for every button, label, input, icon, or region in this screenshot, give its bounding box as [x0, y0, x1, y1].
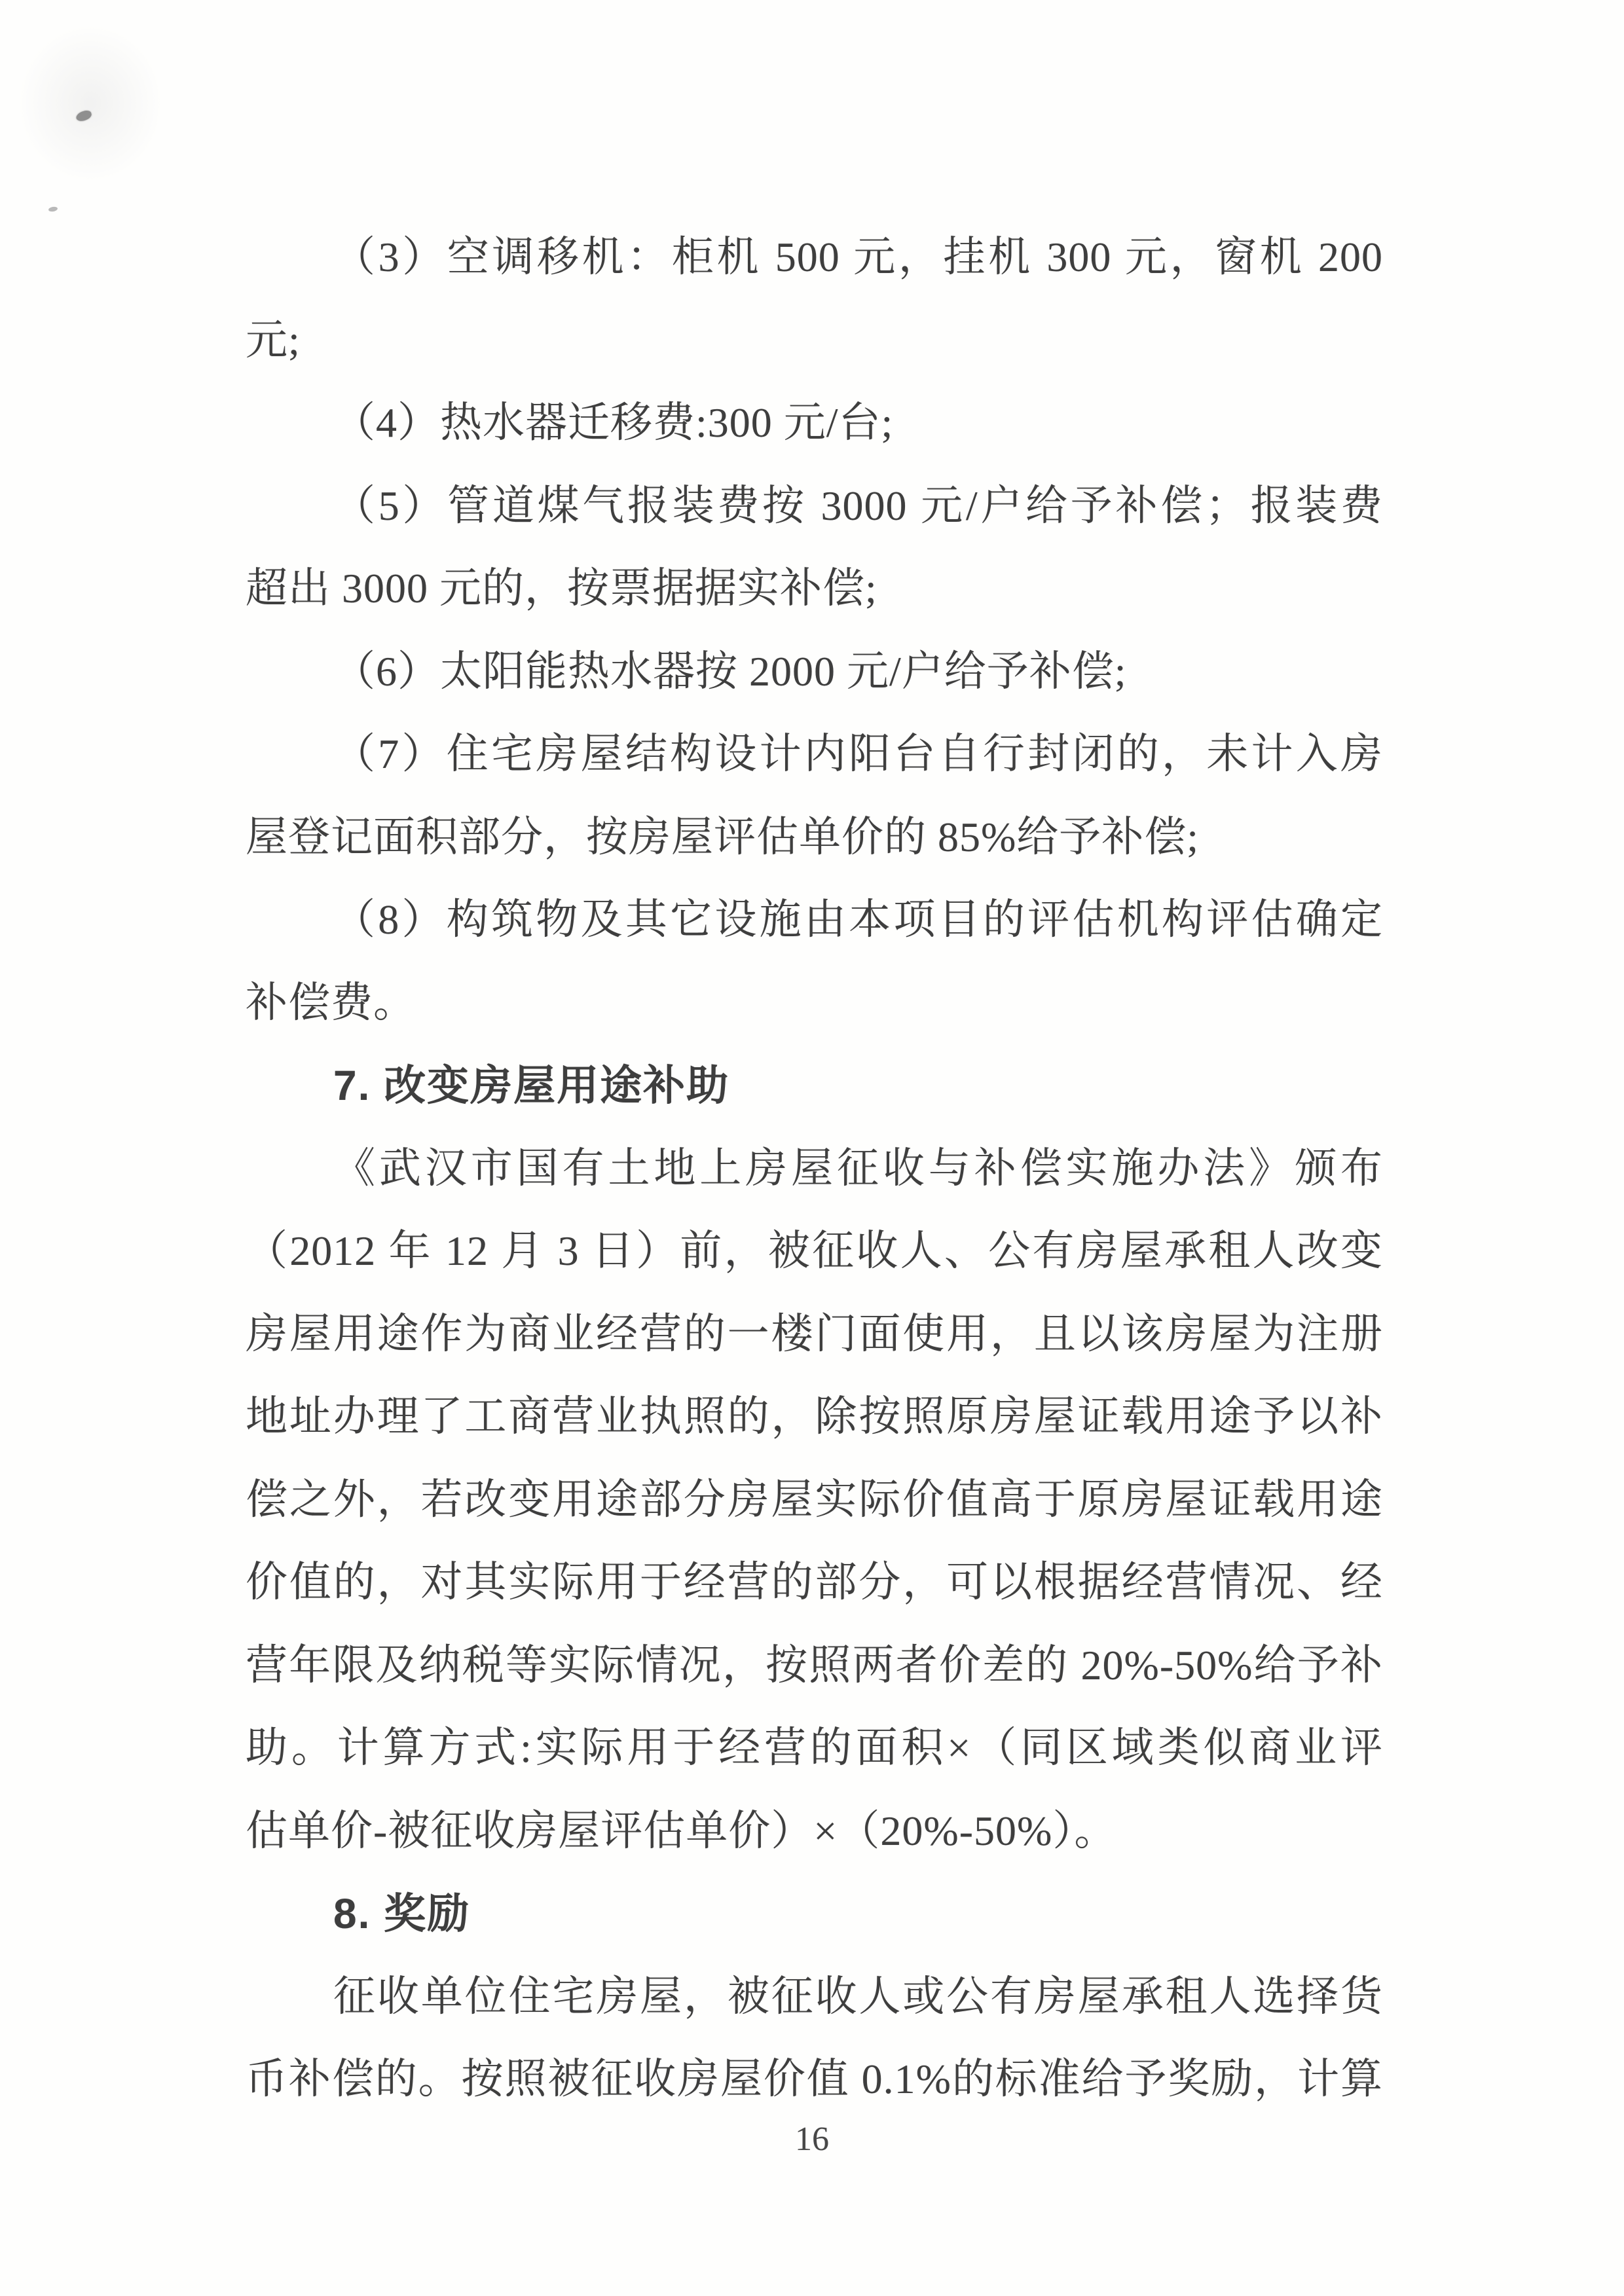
body-line: 营年限及纳税等实际情况，按照两者价差的 20%-50%给予补	[246, 1641, 1383, 1688]
body-line: 偿之外，若改变用途部分房屋实际价值高于原房屋证载用途	[246, 1476, 1383, 1523]
body-line: （4）热水器迁移费:300 元/台;	[333, 399, 894, 446]
scan-speck	[48, 206, 58, 212]
body-line: 房屋用途作为商业经营的一楼门面使用，且以该房屋为注册	[246, 1310, 1383, 1357]
section-heading-8: 8. 奖励	[333, 1890, 471, 1937]
document-body	[246, 216, 1383, 2121]
body-line: 估单价-被征收房屋评估单价）×（20%-50%）。	[246, 1807, 1117, 1854]
body-line: （6）太阳能热水器按 2000 元/户给予补偿;	[333, 647, 1127, 695]
body-line: 征收单位住宅房屋，被征收人或公有房屋承租人选择货	[333, 1973, 1383, 2020]
body-line: 价值的，对其实际用于经营的部分，可以根据经营情况、经	[246, 1559, 1383, 1605]
body-line: 币补偿的。按照被征收房屋价值 0.1%的标准给予奖励，计算	[246, 2056, 1383, 2102]
body-line: 《武汉市国有土地上房屋征收与补偿实施办法》颁布	[333, 1144, 1383, 1192]
body-line: 元;	[246, 316, 301, 363]
body-line: 超出 3000 元的，按票据据实补偿;	[246, 565, 877, 611]
body-line: 地址办理了工商营业执照的，除按照原房屋证载用途予以补	[246, 1393, 1383, 1440]
body-line: 助。计算方式:实际用于经营的面积×（同区域类似商业评	[246, 1724, 1383, 1771]
section-heading-7: 7. 改变房屋用途补助	[333, 1062, 730, 1109]
scan-smudge	[18, 25, 162, 182]
page-number: 16	[795, 2121, 829, 2158]
body-line: 屋登记面积部分，按房屋评估单价的 85%给予补偿;	[246, 813, 1200, 860]
body-line: （3）空调移机：柜机 500 元，挂机 300 元，窗机 200	[333, 234, 1383, 280]
body-line: （5）管道煤气报装费按 3000 元/户给予补偿；报装费	[333, 482, 1383, 529]
body-line: （7）住宅房屋结构设计内阳台自行封闭的，未计入房	[333, 731, 1383, 777]
body-line: 补偿费。	[246, 979, 416, 1026]
body-line: （2012 年 12 月 3 日）前，被征收人、公有房屋承租人改变	[246, 1228, 1383, 1274]
body-line: （8）构筑物及其它设施由本项目的评估机构评估确定	[333, 896, 1383, 943]
